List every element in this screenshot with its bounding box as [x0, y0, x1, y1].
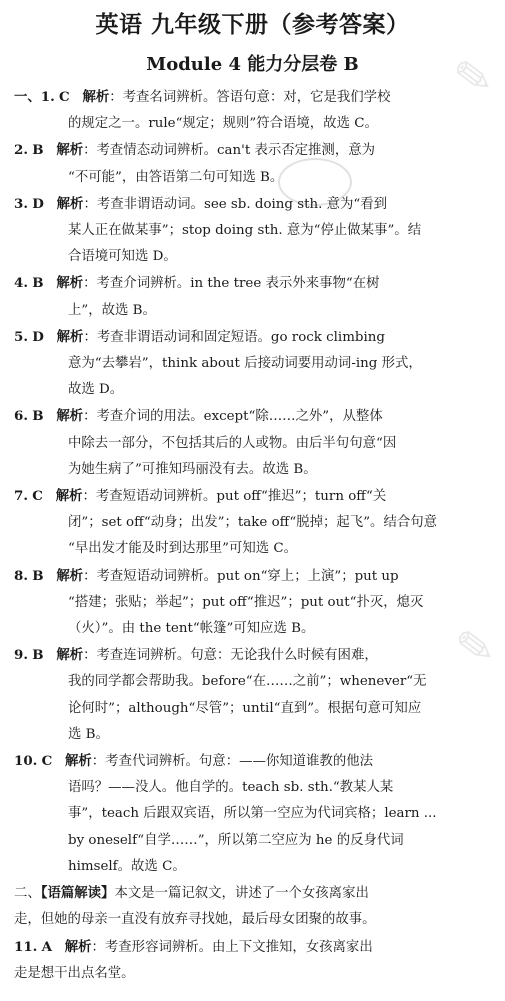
- item-number: 4.: [14, 275, 28, 292]
- answer-line: 选 B。: [68, 726, 109, 742]
- item-text: ：考查形容词辨析。由上下文推知，女孩离家出: [91, 939, 373, 955]
- answer-line: “搭建；张贴；举起”；put off“推迟”；put out“扑灭，熄灭: [68, 594, 424, 610]
- answer-item: [14, 642, 495, 748]
- answer-line: 上”，故选 B。: [68, 302, 156, 318]
- answer-item: [14, 137, 495, 190]
- item-number: 3.: [14, 195, 28, 212]
- item-answer: C: [41, 753, 53, 770]
- answer-line: [14, 642, 495, 669]
- item-tag: 解析: [56, 567, 84, 584]
- answer-line: 合语境可知选 D。: [68, 249, 177, 265]
- answer-line: [14, 137, 495, 164]
- item-tag: 解析: [56, 647, 84, 664]
- item-answer: B: [32, 275, 44, 292]
- answer-line: [14, 563, 495, 590]
- item-tag: 解析: [64, 938, 92, 955]
- item-number: 2.: [14, 142, 28, 159]
- answer-line: 故选 D。: [68, 382, 124, 398]
- item-text: ：考查短语动词辨析。put off“推迟”；turn off“关: [82, 489, 387, 505]
- item-tag: 解析: [55, 488, 83, 505]
- item-number: 9.: [14, 647, 28, 664]
- answer-item: [14, 324, 495, 404]
- item-text: ：考查代词辨析。句意：——你知道谁教的他法: [91, 754, 373, 770]
- section-two-text: 本文是一篇记叙文，讲述了一个女孩离家出: [114, 886, 369, 902]
- item-answer: C: [59, 89, 70, 105]
- book-title: 英语 九年级下册（参考答案）: [95, 12, 410, 38]
- item-answer: B: [32, 567, 44, 584]
- answer-line: 中除去一部分，不包括其后的人或物。由后半句句意“因: [68, 435, 397, 451]
- section-two-intro: [14, 880, 495, 933]
- item-text: ：考查非谓语动词和固定短语。go rock climbing: [83, 329, 385, 345]
- answer-item: [14, 191, 495, 271]
- item-answer: C: [32, 488, 43, 505]
- answer-item: [14, 403, 495, 483]
- item-text: ：考查非谓语动词。see sb. doing sth. 意为“看到: [83, 196, 388, 212]
- item-number: 8.: [14, 567, 28, 584]
- item-tag: 解析: [56, 275, 84, 292]
- answer-line: [14, 84, 495, 111]
- answer-line: 为她生病了”可推知玛丽没有去。故选 B。: [68, 461, 317, 477]
- answer-list: [14, 84, 495, 880]
- item-text: ：考查情态动词辨析。can't 表示否定推测，意为: [83, 143, 375, 159]
- section-two-line-1: [14, 880, 495, 907]
- item-number: 7.: [14, 488, 28, 505]
- item-tag: 解析: [56, 408, 84, 425]
- answer-line: [14, 748, 495, 775]
- answer-line: “早出发才能及时到达那里”可知选 C。: [68, 541, 298, 557]
- answer-content: [14, 84, 495, 987]
- answer-line: 事”，teach 后跟双宾语，所以第一空应为代词宾格；learn ...: [68, 806, 437, 822]
- answer-line: 的规定之一。rule“规定；规则”符合语境，故选 C。: [68, 116, 378, 132]
- answer-line: （火）”。由 the tent“帐篷”可知应选 B。: [68, 621, 315, 637]
- item-text: ：考查名词辨析。答语句意：对，它是我们学校: [109, 90, 391, 105]
- item-number: 10.: [14, 753, 38, 770]
- item-tag: 解析: [82, 89, 110, 105]
- section-two-prefix: 二、: [14, 886, 41, 902]
- answer-line: by oneself“自学……”，所以第二空应为 he 的反身代词: [68, 832, 404, 848]
- answer-line: 意为“去攀岩”，think about 后接动词要用动词-ing 形式，: [68, 356, 422, 372]
- answer-line: 闭”；set off“动身；出发”；take off“脱掉；起飞”。结合句意: [68, 515, 437, 531]
- item-tag: 解析: [56, 142, 84, 159]
- section-two-line-2: 走，但她的母亲一直没有放弃寻找她，最后母女团聚的故事。: [14, 912, 376, 928]
- answer-item: [14, 563, 495, 643]
- item-answer: B: [32, 408, 44, 425]
- answer-line: [14, 483, 495, 510]
- answer-line: 我的同学都会帮助我。before“在……之前”；whenever“无: [68, 674, 427, 690]
- item-text: ：考查短语动词辨析。put on“穿上；上演”；put up: [83, 568, 399, 584]
- answer-line: [14, 403, 495, 430]
- item-text: ：考查介词辨析。in the tree 表示外来事物“在树: [83, 276, 380, 292]
- item-text: ：考查介词的用法。except“除……之外”，从整体: [83, 409, 383, 425]
- item-number: 5.: [14, 328, 28, 345]
- answer-item: [14, 748, 495, 880]
- answer-item-11: [14, 934, 495, 987]
- answer-line: 走是想干出点名堂。: [14, 965, 135, 981]
- answer-item: [14, 483, 495, 563]
- answer-item: [14, 270, 495, 323]
- item-number: 11.: [14, 938, 38, 955]
- answer-line: [14, 270, 495, 297]
- item-answer: D: [32, 328, 44, 345]
- answer-line: 论何时”；although“尽管”；until“直到”。根据句意可知应: [68, 700, 422, 716]
- section-two-tag: 【语篇解读】: [40, 885, 115, 902]
- item-answer: B: [32, 647, 44, 664]
- answer-line: 某人正在做某事”；stop doing sth. 意为“停止做某事”。结: [68, 223, 422, 239]
- answer-item: [14, 84, 495, 137]
- answer-line: [14, 934, 495, 961]
- answer-line: “不可能”，由答语第二句可知选 B。: [68, 169, 284, 185]
- answer-line: [14, 324, 495, 351]
- module-title: Module 4 能力分层卷 B: [146, 54, 359, 75]
- item-answer: D: [32, 195, 44, 212]
- item-tag: 解析: [56, 195, 84, 212]
- watermark-top: ✎: [450, 47, 497, 107]
- watermark-bottom: ✎: [452, 617, 499, 677]
- answer-line: [14, 191, 495, 218]
- item-tag: 解析: [65, 753, 92, 770]
- item-tag: 解析: [56, 328, 84, 345]
- item-number: 6.: [14, 408, 28, 425]
- item-number: 一、1.: [14, 89, 55, 105]
- answer-line: 语吗？——没人。他自学的。teach sb. sth.“教某人某: [68, 780, 394, 796]
- answer-line: himself。故选 C。: [68, 858, 186, 874]
- item-answer: A: [41, 938, 52, 955]
- item-text: ：考查连词辨析。句意：无论我什么时候有困难，: [83, 648, 378, 664]
- item-answer: B: [32, 142, 44, 159]
